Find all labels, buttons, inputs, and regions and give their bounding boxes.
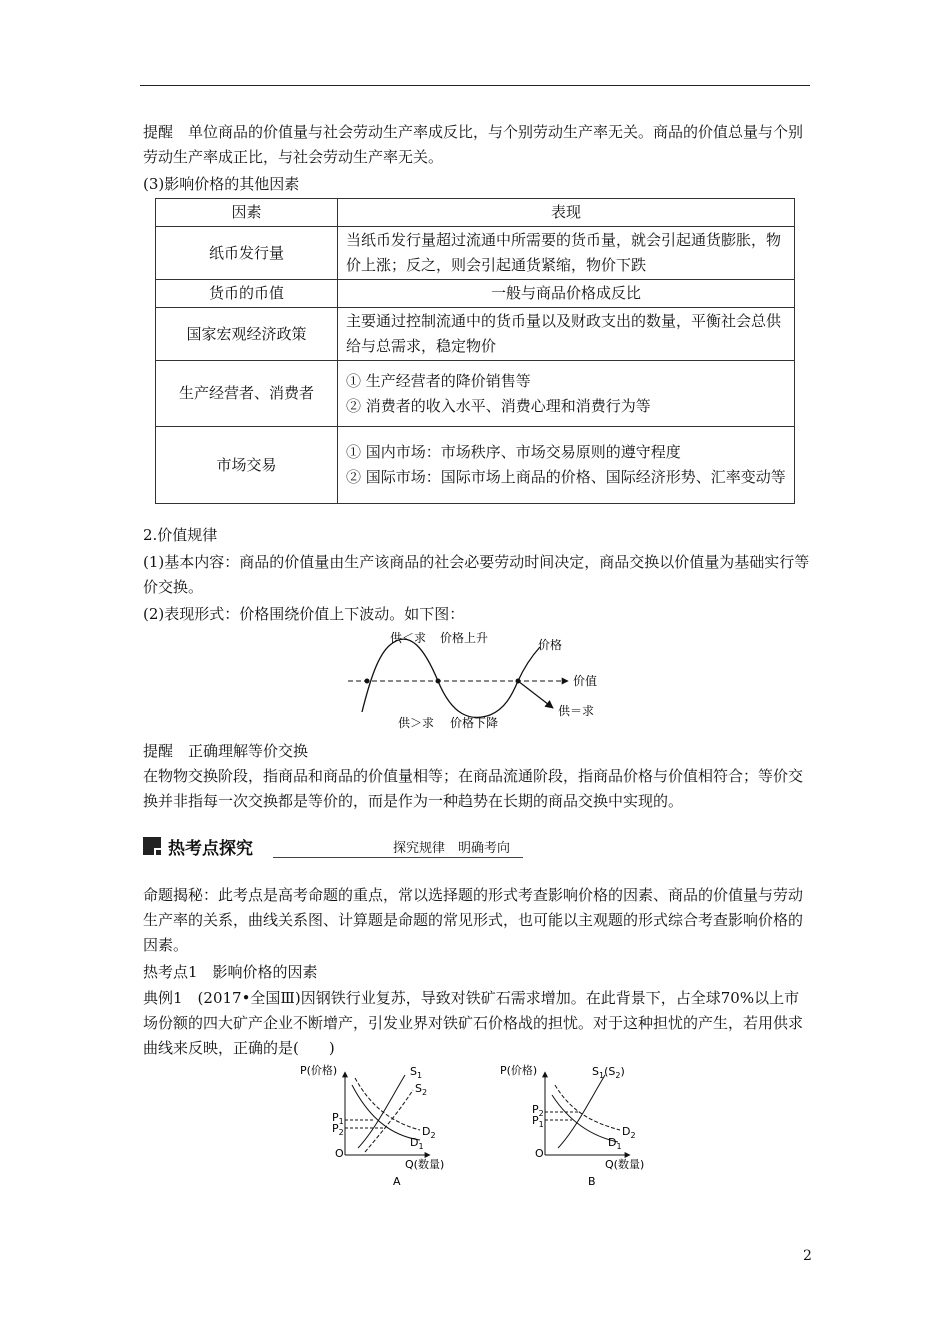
tip-paragraph: 提醒 单位商品的价值量与社会劳动生产率成反比，与个别劳动生产率无关。商品的价值总量与个别劳动生产率成正比，与社会劳动生产率无关。 bbox=[143, 123, 804, 166]
table-row bbox=[156, 361, 795, 427]
d2-label: $D_2$ bbox=[422, 1125, 436, 1140]
x-axis-label: Q(数量) bbox=[605, 1158, 645, 1171]
caption-a: A bbox=[393, 1175, 401, 1188]
table-row bbox=[156, 280, 795, 308]
table-row bbox=[156, 227, 795, 280]
demand-curve-d2 bbox=[555, 1085, 620, 1130]
hot-point-heading: 热考点1 影响价格的因素 bbox=[143, 963, 318, 981]
table-row bbox=[156, 427, 795, 504]
factors-table bbox=[155, 198, 795, 504]
x-axis-label: Q(数量) bbox=[405, 1158, 445, 1171]
demand-curve-d2 bbox=[355, 1078, 420, 1130]
law-heading: 2.价值规律 bbox=[143, 526, 218, 544]
section-heading: (3)影响价格的其他因素 bbox=[143, 175, 300, 193]
factor-cell: 生产经营者、消费者 bbox=[156, 361, 338, 427]
p2-label: $P_2$ bbox=[532, 1103, 544, 1118]
origin-label: O bbox=[535, 1147, 544, 1160]
label-price: 价格 bbox=[538, 638, 563, 652]
label-supply-lt-demand: 供＜求 bbox=[390, 631, 427, 645]
s1-label: $S_1$ bbox=[410, 1065, 423, 1080]
label-price-up: 价格上升 bbox=[440, 631, 489, 645]
label-price-down: 价格下降 bbox=[450, 716, 499, 730]
price-curve bbox=[362, 639, 540, 717]
banner-square-icon bbox=[143, 837, 161, 855]
manifestation-line: ② 国际市场：国际市场上商品的价格、国际经济形势、汇率变动等 bbox=[346, 468, 786, 486]
header-rule bbox=[140, 85, 810, 86]
intersection-point bbox=[365, 679, 370, 684]
example-question: 典例1 (2017•全国Ⅲ)因钢铁行业复苏，导致对铁矿石需求增加。在此背景下，占全球70%以上市场份额的四大矿产企业不断增产，引发业界对铁矿石价格战的担忧。对于这种担忧的产生，若用供求曲线来反映，正确的是( ) bbox=[143, 989, 804, 1057]
s-label: $S_1(S_2)$ bbox=[592, 1065, 625, 1080]
factor-cell: 纸币发行量 bbox=[156, 227, 338, 280]
header-factor: 因素 bbox=[156, 199, 338, 227]
supply-curve-s1 bbox=[358, 1075, 405, 1148]
graph-option-a bbox=[290, 1060, 470, 1190]
manifestation-cell: 当纸币发行量超过流通中所需要的货币量，就会引起通货膨胀，物价上涨；反之，则会引起通货紧缩，物价下跌 bbox=[338, 227, 795, 280]
factor-cell: 货币的币值 bbox=[156, 280, 338, 308]
page-number: 2 bbox=[803, 1248, 812, 1264]
d1-label: $D_1$ bbox=[608, 1136, 622, 1151]
demand-curve-d1 bbox=[552, 1095, 618, 1142]
exam-reveal: 命题揭秘：此考点是高考命题的重点，常以选择题的形式考查影响价格的因素、商品的价值量与劳动生产率的关系，曲线关系图、计算题是命题的常见形式，也可能以主观题的形式综合考查影响价格的因素。 bbox=[143, 886, 804, 954]
y-axis-label: P(价格) bbox=[500, 1064, 538, 1077]
manifestation-line: ① 生产经营者的降价销售等 bbox=[346, 371, 531, 390]
manifestation-line: ① 国内市场：市场秩序、市场交易原则的遵守程度 bbox=[346, 443, 681, 461]
p2-label: $P_2$ bbox=[332, 1122, 344, 1137]
caption-b: B bbox=[588, 1175, 596, 1188]
p1-label: $P_1$ bbox=[532, 1114, 544, 1129]
manifestation-line: ② 消费者的收入水平、消费心理和消费行为等 bbox=[346, 396, 651, 415]
value-law-diagram bbox=[330, 625, 620, 735]
banner-title: 热考点探究 bbox=[168, 839, 253, 859]
d2-label: $D_2$ bbox=[622, 1125, 636, 1140]
d1-label: $D_1$ bbox=[410, 1136, 424, 1151]
s2-label: $S_2$ bbox=[415, 1082, 428, 1097]
manifestation-cell bbox=[338, 427, 795, 504]
table-header-row bbox=[156, 199, 795, 227]
manifestation-cell: 一般与商品价格成反比 bbox=[338, 280, 795, 308]
section-banner bbox=[143, 833, 523, 861]
law-content: (1)基本内容：商品的价值量由生产该商品的社会必要劳动时间决定，商品交换以价值量为基础实行等价交换。 bbox=[143, 553, 810, 596]
header-manifestation: 表现 bbox=[338, 199, 795, 227]
label-supply-eq-demand: 供＝求 bbox=[558, 704, 595, 718]
origin-label: O bbox=[335, 1147, 344, 1160]
banner-rule bbox=[273, 857, 523, 858]
factor-cell: 国家宏观经济政策 bbox=[156, 308, 338, 361]
law-form: (2)表现形式：价格围绕价值上下波动。如下图： bbox=[143, 605, 465, 623]
manifestation-cell: 主要通过控制流通中的货币量以及财政支出的数量，平衡社会总供给与总需求，稳定物价 bbox=[338, 308, 795, 361]
tip2-heading: 提醒 正确理解等价交换 bbox=[143, 742, 309, 760]
manifestation-cell bbox=[338, 361, 795, 427]
supply-demand-arrow bbox=[518, 681, 553, 708]
demand-curve-d1 bbox=[352, 1085, 420, 1140]
supply-curve-s2 bbox=[365, 1090, 413, 1152]
p1-label: $P_1$ bbox=[332, 1111, 344, 1126]
banner-subtitle: 探究规律 明确考向 bbox=[393, 841, 511, 856]
intersection-point bbox=[516, 679, 521, 684]
y-axis-label: P(价格) bbox=[300, 1064, 338, 1077]
label-supply-gt-demand: 供＞求 bbox=[398, 716, 435, 730]
intersection-point bbox=[436, 679, 441, 684]
factor-cell: 市场交易 bbox=[156, 427, 338, 504]
tip2-body: 在物物交换阶段，指商品和商品的价值量相等；在商品流通阶段，指商品价格与价值相符合；等价交换并非指每一次交换都是等价的，而是作为一种趋势在长期的商品交换中实现的。 bbox=[143, 767, 804, 810]
label-value: 价值 bbox=[573, 674, 598, 688]
graph-option-b bbox=[490, 1060, 670, 1190]
table-row bbox=[156, 308, 795, 361]
